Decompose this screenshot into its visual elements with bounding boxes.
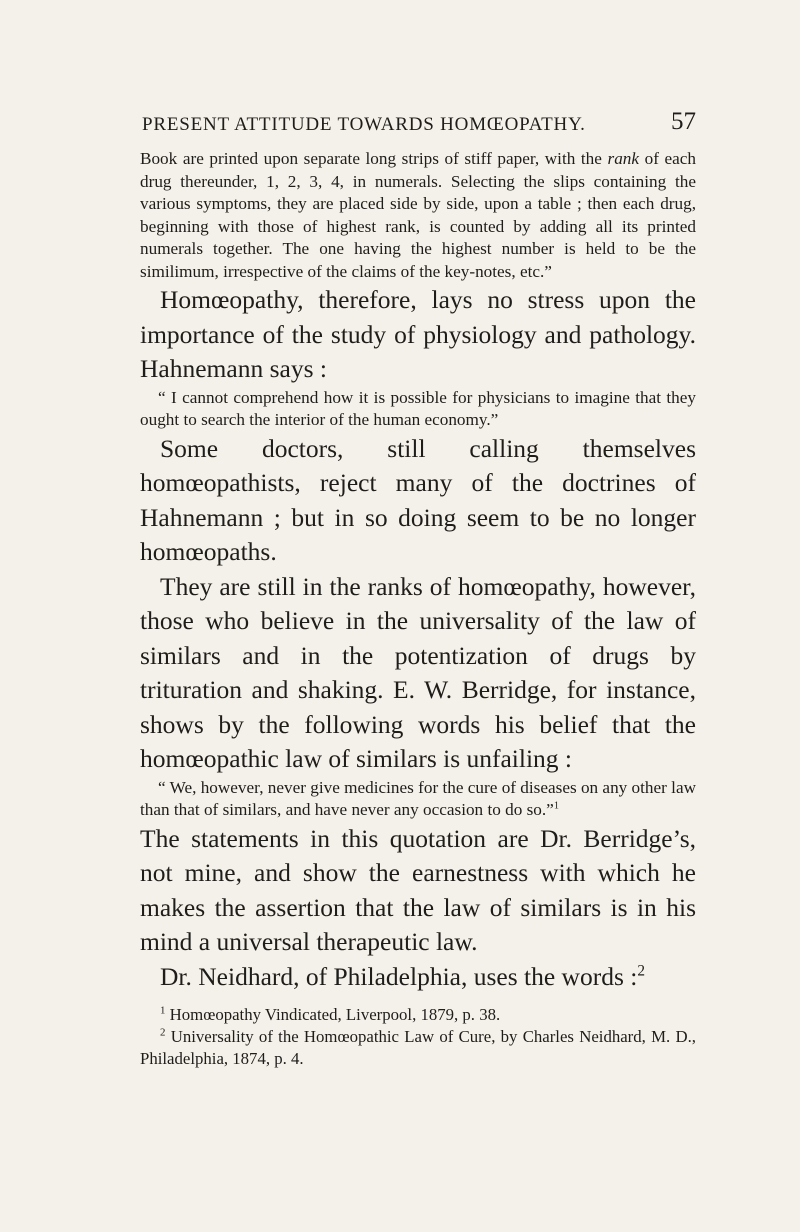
page-number: 57	[671, 108, 696, 135]
p6-text: Dr. Neidhard, of Philadelphia, uses the words :	[160, 961, 638, 991]
footnote-1-text: Homœopathy Vindicated, Liverpool, 1879, p. 38.	[165, 1005, 501, 1024]
paragraph-continued	[140, 148, 696, 283]
p1-italic-rank: rank	[607, 149, 640, 168]
footnotes	[140, 1004, 696, 1070]
paragraph-neidhard	[140, 960, 696, 995]
footnote-ref-2: 2	[637, 962, 645, 979]
footnote-2-text: Universality of the Homœopathic Law of Cure, by Charles Neidhard, M. D., Philadelphia, 1874, p. 4.	[140, 1027, 696, 1068]
paragraph-statements: The statements in this quotation are Dr. Berridge’s, not mine, and show the earnestness with which he makes the assertion that the law of similars is in his mind a universal therapeutic law.	[140, 823, 696, 956]
paragraph-ranks-of-homoeopathy: They are still in the ranks of homœopathy, however, those who believe in the universality of the law of similars and in the potentization of drugs by trituration and shaking. E. W. Berridge, for instance, shows by the following words his belief that the homœopathic law of similars is unfailing :	[140, 571, 696, 773]
paragraph-homoeopathy-stress: Homœopathy, therefore, lays no stress upon the importance of the study of physiology and pathology. Hahnemann says :	[140, 285, 696, 383]
running-head-title: PRESENT ATTITUDE TOWARDS HOMŒOPATHY.	[142, 114, 586, 135]
footnote-ref-1: 1	[553, 800, 559, 812]
quote-berridge	[140, 777, 696, 822]
p1-text-a: Book are printed upon separate long strips of stiff paper, with the	[140, 149, 608, 168]
quote-hahnemann: “ I cannot comprehend how it is possible for physicians to imagine that they ought to search the interior of the human economy.”	[140, 387, 696, 429]
running-head	[140, 96, 696, 140]
quote-berridge-text: “ We, however, never give medicines for the cure of diseases on any other law than that of similars, and have never any occasion to do so.”	[140, 777, 696, 819]
footnote-1	[140, 1004, 696, 1026]
footnote-2-mark: 2	[160, 1026, 166, 1039]
footnote-1-mark: 1	[160, 1004, 166, 1017]
page-body	[140, 148, 696, 1070]
paragraph-some-doctors: Some doctors, still calling themselves homœopathists, reject many of the doctrines of Hahnemann ; but in so doing seem to be no longer homœopaths.	[140, 433, 696, 566]
p1-text-b: of each drug thereunder, 1, 2, 3, 4, in numerals. Selecting the slips containing the various symptoms, they are placed side by side, upon a table ; then each drug, beginning with those of highest rank, is counted by adding all its printed numerals together. The one having the highest number is held to be the similimum, irrespective of the claims of the key-notes, etc.”	[140, 149, 696, 281]
footnote-2	[140, 1026, 696, 1070]
